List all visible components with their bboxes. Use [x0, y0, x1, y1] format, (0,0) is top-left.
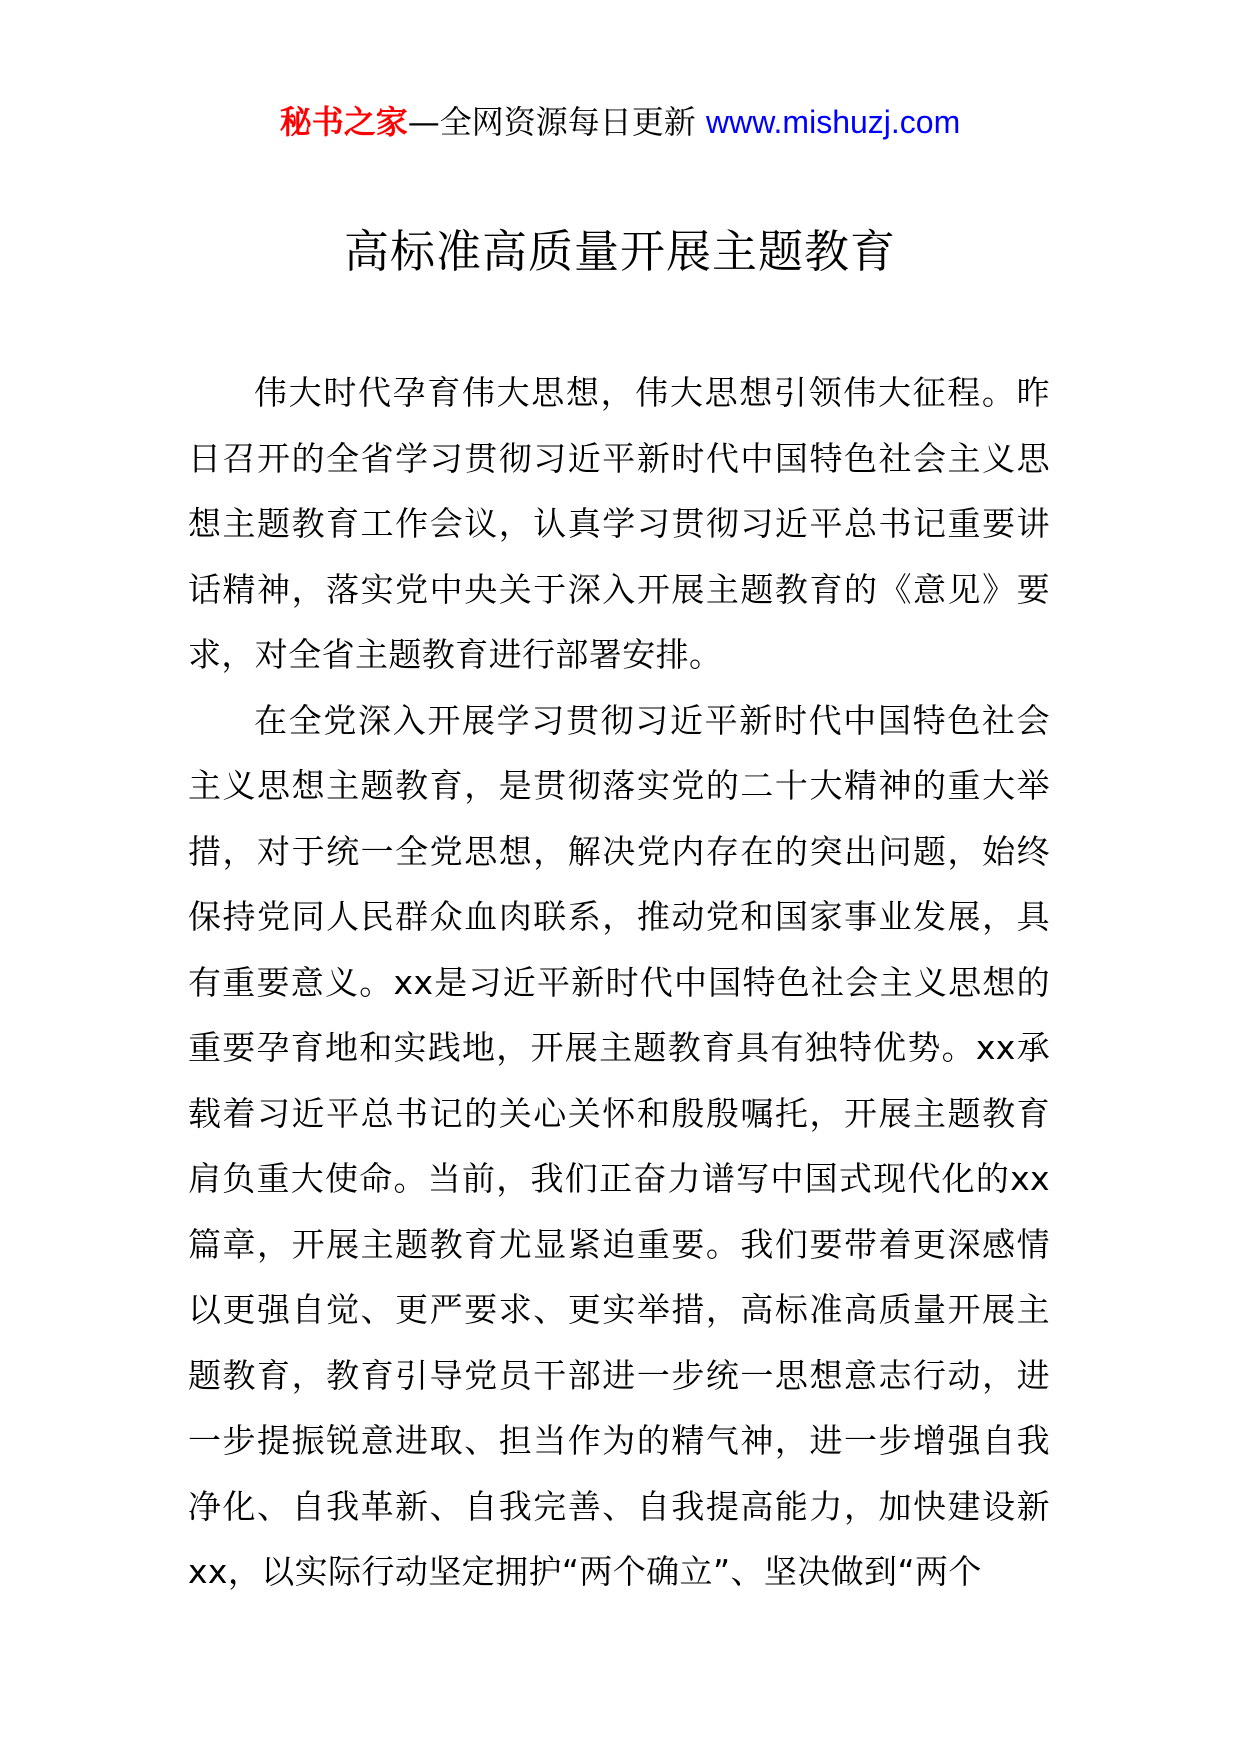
site-header — [0, 100, 1240, 144]
document-body — [188, 360, 1050, 1605]
paragraph-1: 伟大时代孕育伟大思想，伟大思想引领伟大征程。昨日召开的全省学习贯彻习近平新时代中国特色社会主义思想主题教育工作会议，认真学习贯彻习近平总书记重要讲话精神，落实党中央关于深入开展主题教育的《意见》要求，对全省主题教育进行部署安排。 — [188, 373, 1050, 674]
paragraph-2: 在全党深入开展学习贯彻习近平新时代中国特色社会主义思想主题教育，是贯彻落实党的二十大精神的重大举措，对于统一全党思想，解决党内存在的突出问题，始终保持党同人民群众血肉联系，推动党和国家事业发展，具有重要意义。xx是习近平新时代中国特色社会主义思想的重要孕育地和实践地，开展主题教育具有独特优势。xx承载着习近平总书记的关心关怀和殷殷嘱托，开展主题教育肩负重大使命。当前，我们正奋力谱写中国式现代化的xx篇章，开展主题教育尤显紧迫重要。我们要带着更深感情以更强自觉、更严要求、更实举措，高标准高质量开展主题教育，教育引导党员干部进一步统一思想意志行动，进一步提振锐意进取、担当作为的精气神，进一步增强自我净化、自我革新、自我完善、自我提高能力，加快建设新xx，以实际行动坚定拥护“两个确立”、坚决做到“两个 — [188, 700, 1050, 1591]
document-title: 高标准高质量开展主题教育 — [343, 225, 896, 278]
site-brand: 秘书之家 — [279, 103, 408, 141]
site-url-link[interactable]: www.mishuzj.com — [705, 104, 961, 140]
site-tagline: —全网资源每日更新 — [407, 103, 706, 141]
